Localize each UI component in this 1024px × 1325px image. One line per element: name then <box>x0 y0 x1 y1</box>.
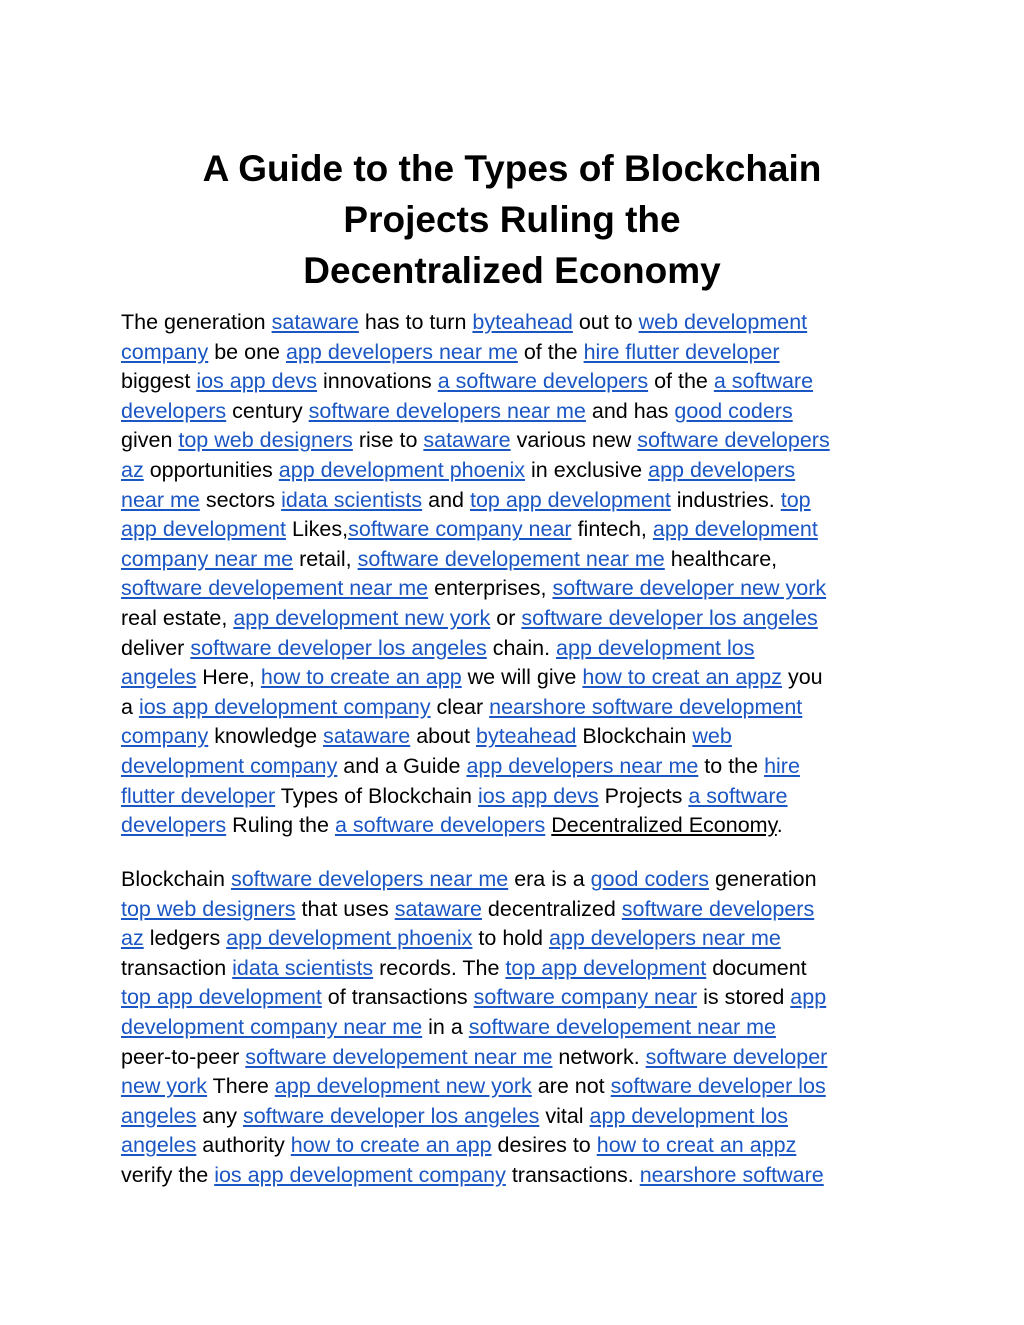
text-line <box>121 1131 911 1161</box>
inline-link[interactable]: ios app devs <box>477 783 599 808</box>
inline-link[interactable]: app developers near me <box>548 926 781 951</box>
inline-link[interactable]: software developer <box>645 1044 828 1069</box>
inline-link[interactable]: good coders <box>674 398 793 423</box>
text-run: The generation <box>121 310 272 334</box>
inline-link[interactable]: web development <box>638 310 808 334</box>
text-line <box>121 634 911 664</box>
text-run: a <box>121 694 139 719</box>
inline-link[interactable]: hire <box>764 753 800 778</box>
inline-link[interactable]: web <box>692 724 732 749</box>
text-line <box>121 456 911 486</box>
text-run: of the <box>517 339 584 364</box>
text-run: innovations <box>317 369 438 394</box>
inline-link[interactable]: near me <box>121 487 200 512</box>
inline-link[interactable]: development company <box>121 753 338 778</box>
inline-link[interactable]: software developement near me <box>468 1014 776 1039</box>
inline-link[interactable]: how to creat an appz <box>596 1133 797 1158</box>
inline-link[interactable]: top web designers <box>178 428 353 453</box>
inline-link[interactable]: top app development <box>469 487 671 512</box>
inline-link[interactable]: hire flutter developer <box>583 339 780 364</box>
text-line <box>121 426 911 456</box>
inline-link[interactable]: app developers <box>648 457 796 482</box>
text-run: chain. <box>486 635 557 660</box>
text-run: biggest <box>121 369 197 394</box>
inline-link[interactable]: angeles <box>121 665 197 690</box>
inline-link[interactable]: sataware <box>323 724 411 749</box>
inline-link[interactable]: new york <box>121 1074 208 1099</box>
inline-link[interactable]: top <box>780 487 811 512</box>
text-run: out to <box>572 310 639 334</box>
text-line <box>121 663 911 693</box>
text-line <box>121 1161 911 1191</box>
inline-link[interactable]: ios app development company <box>214 1162 506 1187</box>
inline-link[interactable]: how to create an app <box>290 1133 492 1158</box>
text-run: real estate, <box>121 605 234 630</box>
text-run: There <box>207 1074 275 1099</box>
inline-link[interactable]: az <box>121 926 144 951</box>
inline-link[interactable]: top app development <box>121 985 322 1010</box>
inline-link[interactable]: sataware <box>271 310 359 334</box>
inline-link[interactable]: software developers near me <box>230 867 509 891</box>
text-line <box>121 515 911 545</box>
text-run: and has <box>585 398 675 423</box>
inline-link[interactable]: app development los <box>589 1103 788 1128</box>
text-run: that uses <box>295 896 395 921</box>
text-line <box>121 1102 911 1132</box>
text-run: vital <box>539 1103 590 1128</box>
text-line <box>121 782 911 812</box>
text-run: has to turn <box>358 310 473 334</box>
text-run: of transactions <box>321 985 474 1010</box>
text-run: of the <box>648 369 714 394</box>
text-run: Ruling the <box>226 813 335 838</box>
text-run: network. <box>552 1044 646 1069</box>
text-run: in a <box>422 1014 469 1039</box>
inline-link[interactable]: software developers <box>621 896 815 921</box>
text-run: verify the <box>121 1162 215 1187</box>
inline-link[interactable]: app development <box>121 517 286 542</box>
text-run: are not <box>531 1074 611 1099</box>
inline-link[interactable]: app <box>790 985 827 1010</box>
inline-link[interactable]: sataware <box>423 428 511 453</box>
inline-link[interactable]: company <box>121 339 209 364</box>
text-line <box>121 1013 911 1043</box>
text-line <box>121 693 911 723</box>
inline-link[interactable]: angeles <box>121 1133 197 1158</box>
text-run: . <box>776 813 783 838</box>
inline-link[interactable]: a software <box>713 369 814 394</box>
text-line <box>121 811 911 841</box>
inline-link[interactable]: nearshore software development <box>489 694 803 719</box>
text-run: any <box>196 1103 243 1128</box>
text-run: peer-to-peer <box>121 1044 246 1069</box>
text-run: about <box>410 724 476 749</box>
inline-link[interactable]: app development new york <box>233 605 491 630</box>
inline-link[interactable]: ios app development company <box>138 694 431 719</box>
text-run: various new <box>510 428 638 453</box>
text-run: and <box>422 487 470 512</box>
text-line <box>121 367 911 397</box>
text-line <box>121 545 911 575</box>
body-paragraph-2 <box>121 865 911 1191</box>
text-line <box>121 397 911 427</box>
text-run: and a Guide <box>337 753 467 778</box>
text-run: Types of Blockchain <box>275 783 478 808</box>
inline-link[interactable]: top web designers <box>121 896 296 921</box>
text-line <box>121 308 911 338</box>
text-run: era is a <box>508 867 591 891</box>
text-run: century <box>226 398 309 423</box>
text-run: enterprises, <box>428 576 553 601</box>
inline-link[interactable]: byteahead <box>476 724 577 749</box>
text-run: retail, <box>293 546 358 571</box>
text-line <box>121 865 911 895</box>
text-line <box>121 924 911 954</box>
text-line <box>121 604 911 634</box>
document-title <box>100 143 924 296</box>
text-line <box>121 338 911 368</box>
inline-link[interactable]: az <box>121 457 144 482</box>
text-run: in exclusive <box>525 457 649 482</box>
inline-link[interactable]: app development los <box>556 635 755 660</box>
inline-link[interactable]: software developer los angeles <box>190 635 487 660</box>
inline-link[interactable]: app development new york <box>274 1074 532 1099</box>
inline-link[interactable]: angeles <box>121 1103 197 1128</box>
text-run: decentralized <box>481 896 622 921</box>
text-line <box>121 954 911 984</box>
inline-link[interactable]: company <box>121 724 209 749</box>
inline-link[interactable]: software developer new york <box>552 576 827 601</box>
text-line <box>121 486 911 516</box>
text-run: clear <box>430 694 490 719</box>
text-run: Projects <box>598 783 689 808</box>
text-line <box>121 983 911 1013</box>
inline-link[interactable]: software developer los angeles <box>521 605 818 630</box>
text-run: authority <box>196 1133 291 1158</box>
inline-link[interactable]: a software developers <box>334 813 546 838</box>
text-run: deliver <box>121 635 191 660</box>
inline-link[interactable]: byteahead <box>472 310 573 334</box>
inline-link[interactable]: how to creat an appz <box>582 665 782 690</box>
inline-link[interactable]: nearshore software <box>639 1162 824 1187</box>
text-run: transaction <box>121 955 233 980</box>
text-run: or <box>490 605 522 630</box>
text-run: to the <box>698 753 765 778</box>
text-run: we will give <box>461 665 583 690</box>
inline-link[interactable]: app development phoenix <box>278 457 526 482</box>
inline-link[interactable]: software developement near me <box>357 546 665 571</box>
inline-link[interactable]: idata scientists <box>232 955 374 980</box>
inline-link[interactable]: a software <box>688 783 788 808</box>
text-run: document <box>706 955 807 980</box>
inline-link[interactable]: app development <box>652 517 818 542</box>
inline-link[interactable]: how to create an app <box>260 665 462 690</box>
inline-link[interactable]: software company near <box>473 985 698 1010</box>
text-run: given <box>121 428 179 453</box>
text-run: Blockchain <box>576 724 693 749</box>
text-line <box>121 1072 911 1102</box>
title-line: Projects Ruling the <box>343 199 681 240</box>
inline-link[interactable]: development company near me <box>121 1014 423 1039</box>
underlined-text: Decentralized Economy <box>551 813 777 838</box>
inline-link[interactable]: idata scientists <box>281 487 423 512</box>
inline-link[interactable]: top app development <box>505 955 707 980</box>
inline-link[interactable]: company near me <box>121 546 294 571</box>
inline-link[interactable]: software developers near me <box>308 398 586 423</box>
text-run: you <box>781 665 823 690</box>
inline-link[interactable]: developers <box>121 813 227 838</box>
inline-link[interactable]: software developement near me <box>245 1044 553 1069</box>
inline-link[interactable]: good coders <box>590 867 710 891</box>
text-line <box>121 1043 911 1073</box>
text-run: opportunities <box>143 457 279 482</box>
text-line <box>121 574 911 604</box>
text-run: industries. <box>670 487 781 512</box>
text-run: desires to <box>491 1133 597 1158</box>
inline-link[interactable]: software company near <box>348 517 572 542</box>
inline-link[interactable]: a software developers <box>437 369 649 394</box>
text-run: be one <box>208 339 286 364</box>
text-run: rise to <box>352 428 424 453</box>
text-run: knowledge <box>208 724 323 749</box>
inline-link[interactable]: app developers near me <box>466 753 699 778</box>
inline-link[interactable]: developers <box>121 398 227 423</box>
text-run: Likes, <box>285 517 349 542</box>
text-line <box>121 722 911 752</box>
title-line: Decentralized Economy <box>303 250 721 291</box>
inline-link[interactable]: flutter developer <box>121 783 276 808</box>
text-run: records. The <box>373 955 506 980</box>
inline-link[interactable]: software developer los angeles <box>242 1103 540 1128</box>
text-run: Here, <box>196 665 261 690</box>
body-paragraph-1 <box>121 308 911 841</box>
text-run: sectors <box>199 487 282 512</box>
inline-link[interactable]: software developer los <box>610 1074 826 1099</box>
text-run: Blockchain <box>121 867 231 891</box>
inline-link[interactable]: ios app devs <box>196 369 318 394</box>
text-run: generation <box>709 867 817 891</box>
text-run: healthcare, <box>664 546 778 571</box>
inline-link[interactable]: app developers near me <box>285 339 518 364</box>
title-line: A Guide to the Types of Blockchain <box>202 148 822 189</box>
text-run: transactions. <box>505 1162 640 1187</box>
text-line <box>121 752 911 782</box>
inline-link[interactable]: sataware <box>394 896 482 921</box>
text-run: fintech, <box>571 517 653 542</box>
inline-link[interactable]: software developement near me <box>121 576 429 601</box>
text-run: ledgers <box>143 926 227 951</box>
inline-link[interactable]: software developers <box>637 428 830 453</box>
text-run: to hold <box>472 926 549 951</box>
text-line <box>121 895 911 925</box>
inline-link[interactable]: app development phoenix <box>226 926 473 951</box>
text-run: is stored <box>697 985 791 1010</box>
